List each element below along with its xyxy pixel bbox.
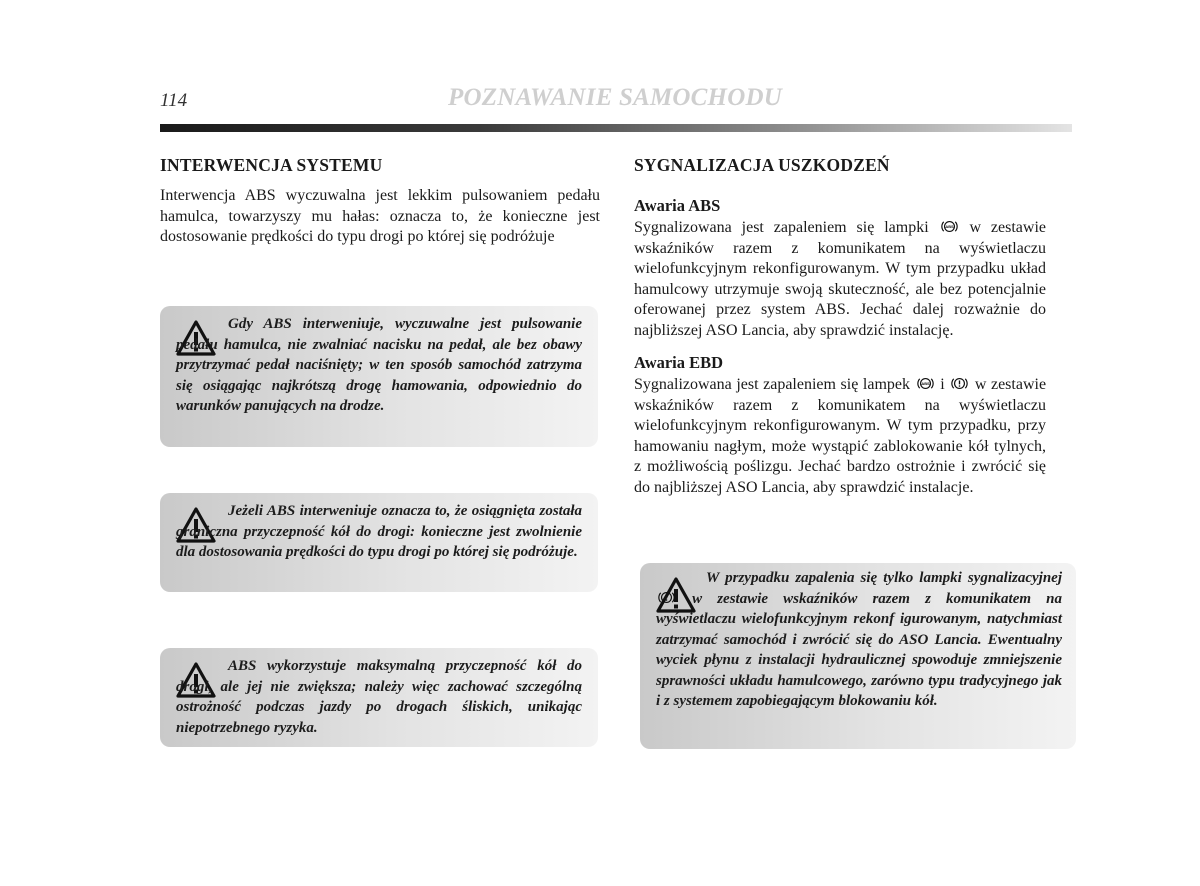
warning-box-abs-intervention <box>160 306 598 447</box>
warning-box-abs-max-grip <box>160 648 598 747</box>
ebd-conjunction: i <box>940 376 945 393</box>
abs-fault-title: Awaria ABS <box>634 196 721 215</box>
ebd-text-before: Sygnalizowana jest zapaleniem się lampek <box>634 376 910 393</box>
right-column <box>634 155 1046 498</box>
abs-text-before: Sygnalizowana jest zapaleniem się lampki <box>634 219 929 236</box>
svg-text:ABS: ABS <box>920 381 930 387</box>
abs-text-after: w zestawie wskaźników razem z komunikatem na wyświetlaczu wielofunkcyjnym rekonfigurowanym. W tym przypadku układ hamulcowy utrzymuje swoją skuteczność, ale bez potencjalnie oferowanej przez system ABS. Jechać dalej rozważnie do najbliższej ASO Lancia, aby sprawdzić instalację. <box>634 219 1046 339</box>
warning-text-after: w zestawie wskaźników razem z komunikatem na wyświetlaczu wielofunkcyjnym rekonf igurowanym, natychmiast zatrzymać samochód i zwrócić się do ASO Lancia. Ewentualny wyciek płynu z instalacji hydraulicznej spowoduje zmniejszenie sprawności układu hamulcowego, zarówno typu tradycyjnego jak i z systemem zapobiegającym blokowaniu kół. <box>656 590 1062 709</box>
warning-text: ABS wykorzystuje maksymalną przyczepność kół do drogi, ale jej nie zwiększa; należy więc zachować szczególną ostrożność podczas jazdy po drogach śliskich, unikając niepotrzebnego ryzyka. <box>176 658 582 736</box>
warning-text <box>656 568 1062 712</box>
abs-fault-paragraph <box>634 218 1046 341</box>
warning-text: Gdy ABS interweniuje, wyczuwalne jest pulsowanie pedału hamulca, nie zwalniać nacisku na pedał, ale bez obawy przytrzymać pedał naciśnięty; w ten sposób samochód zatrzyma się osiągając najkrótszą drogę hamowania, odpowiednio do warunków panujących na drodze. <box>176 316 582 414</box>
running-head: POZNAWANIE SAMOCHODU <box>448 84 782 111</box>
ebd-fault-paragraph <box>634 375 1046 498</box>
warning-text-before: W przypadku zapalenia się tylko lampki sygnalizacyjnej <box>706 570 1062 586</box>
brake-lamp-icon <box>951 376 968 391</box>
intervention-paragraph: Interwencja ABS wyczuwalna jest lekkim pulsowaniem pedału hamulca, towarzyszy mu hałas: oznacza to, że konieczne jest dostosowanie prędkości do typu drogi po której się podróżuje <box>160 187 600 245</box>
svg-text:ABS: ABS <box>944 224 954 230</box>
header-rule <box>160 124 1072 132</box>
warning-box-abs-grip-limit <box>160 493 598 592</box>
section-heading-intervention: INTERWENCJA SYSTEMU <box>160 155 383 175</box>
ebd-fault-title: Awaria EBD <box>634 353 724 372</box>
ebd-text-after: w zestawie wskaźników razem z komunikatem na wyświetlaczu wielofunkcyjnym rekonfigurowanym. W tym przypadku, przy hamowaniu nagłym, może wystąpić zablokowanie kół tylnych, z możliwością poślizgu. Jechać bardzo ostrożnie i zwrócić się do najbliższej ASO Lancia, aby sprawdzić instalacje. <box>634 376 1047 496</box>
warning-box-brake-lamp <box>640 563 1076 749</box>
warning-text: Jeżeli ABS interweniuje oznacza to, że osiągnięta została graniczna przyczepność kół do drogi: konieczne jest zwolnienie dla dostosowania prędkości do typu drogi po której się podróżuje. <box>176 503 582 560</box>
section-heading-fault-signalling: SYGNALIZACJA USZKODZEŃ <box>634 155 890 175</box>
abs-lamp-icon <box>917 376 934 391</box>
abs-lamp-icon <box>941 219 958 234</box>
left-column <box>160 155 600 248</box>
page-number: 114 <box>160 90 188 111</box>
brake-lamp-icon <box>658 590 675 605</box>
